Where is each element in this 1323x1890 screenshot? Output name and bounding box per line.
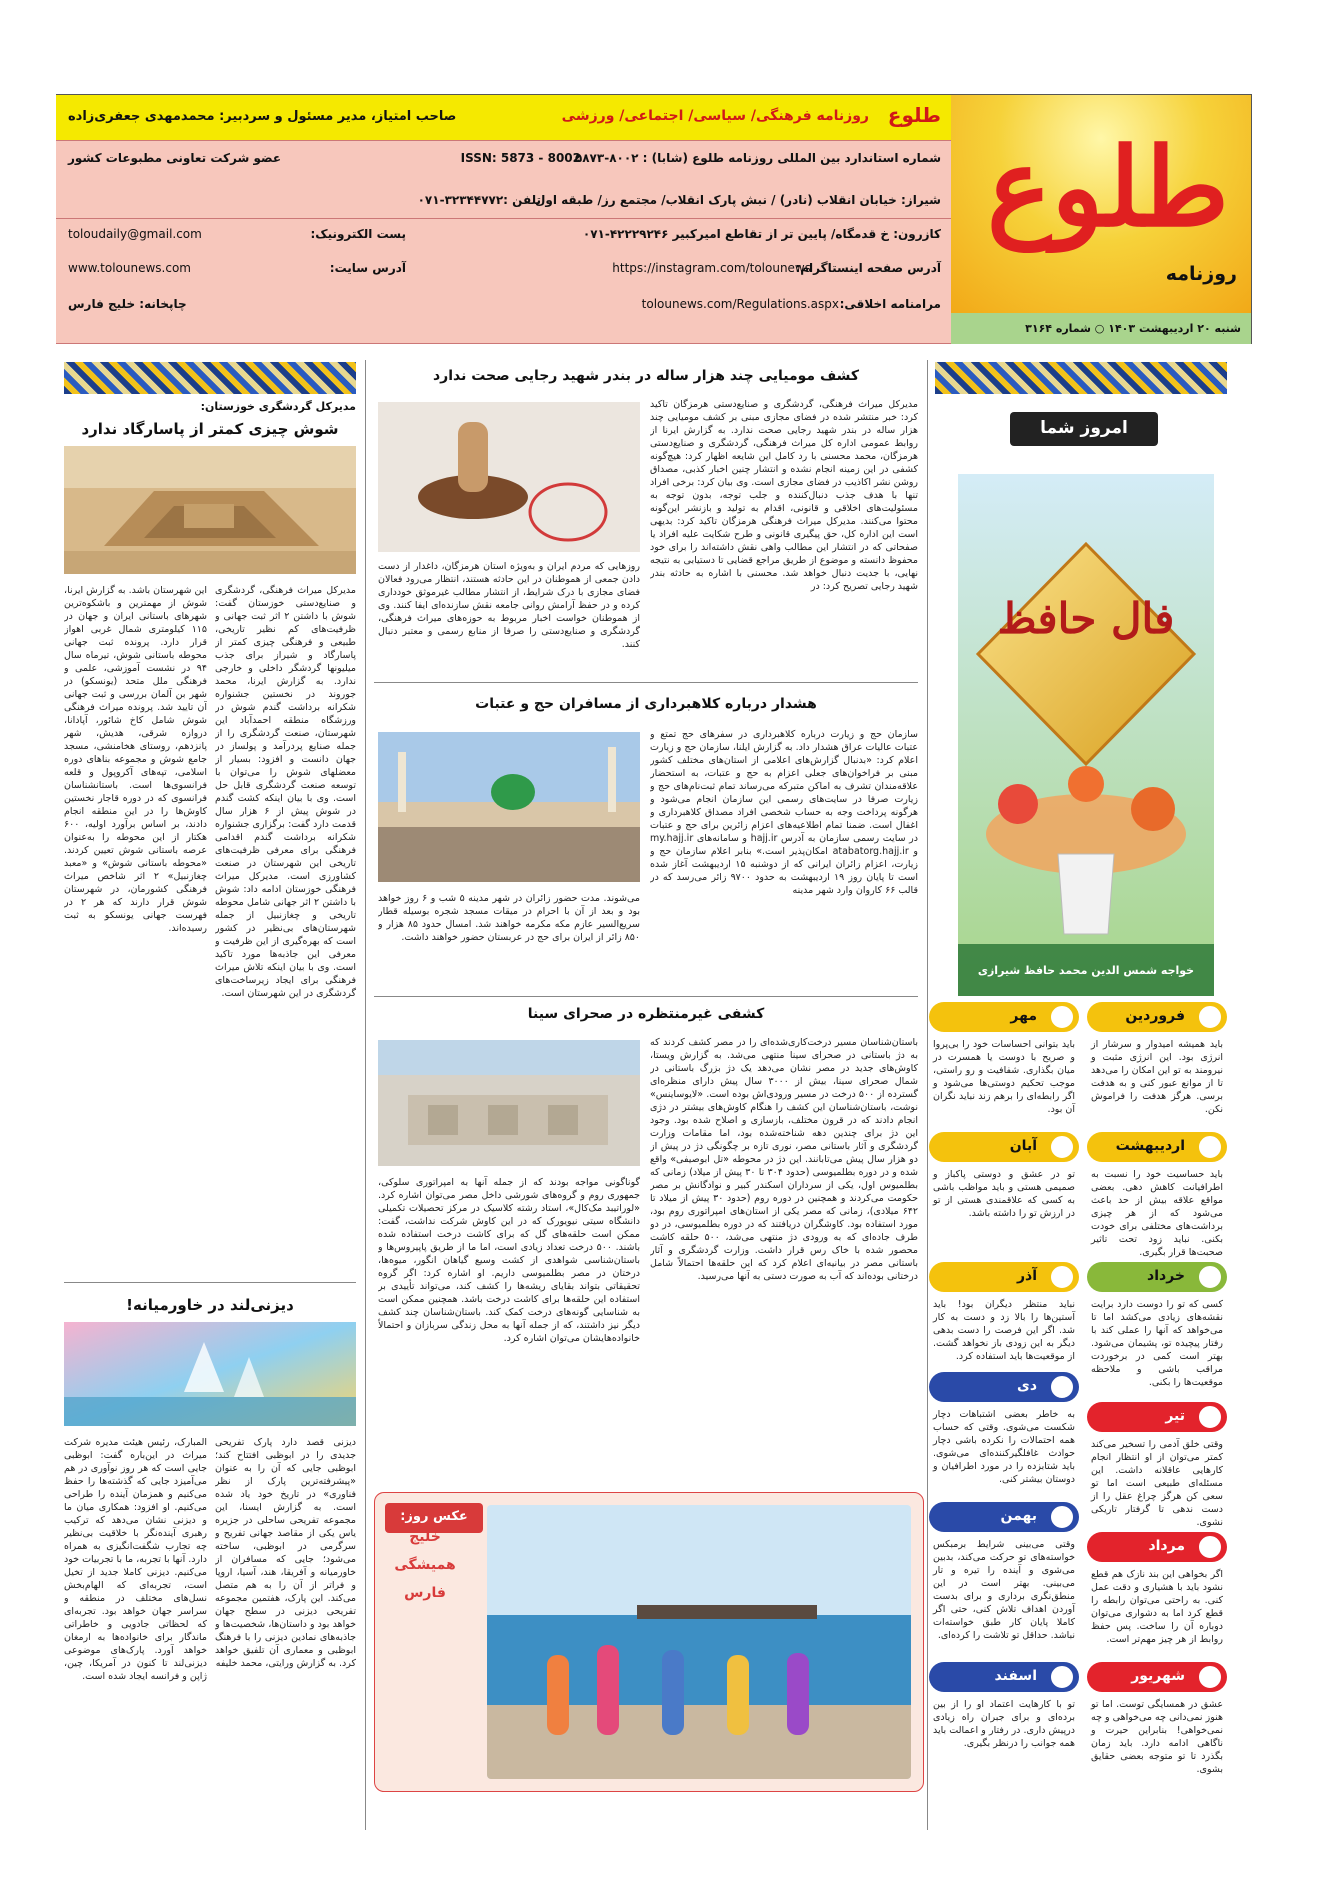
middle-divider-1 [374,682,918,683]
masthead [56,94,1252,344]
disney-article-col-left: المبارک، رئیس هیئت مدیره شرکت میراث در این‌باره گفت: ابوظبی جایی است که هر روز نوآوری در هم می‌آمیزد جایی که گذشته‌ها را حفظ می‌کنیم و همزمان آینده را طراحی می‌کنیم. او افزود: همکاری میان ما و دیزنی نشان می‌دهد که ترکیب رهبری آینده‌نگر با خلاقیت بی‌نظیر چه تجارب شگفت‌انگیزی به همراه دارد. آنها با تجربه، ما با تجربیات خود می‌کنیم. دیزنی کاملا جدید از تخیل است، تجربه‌ای که الهام‌بخش نسل‌های مختلف در منطقه و سراسر جهان خواهد بود. تجربه‌ای که لحظاتی جادویی و خاطراتی ماندگار برای خانواده‌ها به ارمغان خواهد آورد. پارک‌های موضوعی دیزنی‌لند تا کنون در آمریکا، چین، ژاپن و فرانسه ایجاد شده است. [64,1437,207,1682]
disney-headline: دیزنی‌لند در خاورمیانه! [126,1296,294,1314]
photo-of-day-box [374,1492,924,1792]
horoscope-title: فروردین [1087,1002,1227,1032]
masthead-row-info [56,141,951,219]
press-member: عضو شرکت تعاونی مطبوعات کشور [68,151,282,165]
left-kicker: مدیرکل گردشگری خوزستان: [200,400,356,413]
horoscope-title: اردیبهشت [1087,1132,1227,1162]
instagram-label: آدرس صفحه اینستاگرام: [795,261,941,275]
hafez-omen-poster [958,474,1214,996]
capricorn-icon [1049,1374,1075,1400]
cancer-icon [1197,1404,1223,1430]
horoscope-text: تو در عشق و دوستی پاکباز و صمیمی هستی و باید مواظب باشی به کسی که علاقمندی هستی از تو در ارزش تو را داشته باشد. [933,1169,1075,1219]
horoscope-azar [929,1262,1079,1372]
horoscope-text: عشق در همسایگی توست. اما تو هنوز نمی‌دانی چه می‌خواهی و چه نمی‌خواهی! بنابراین حیرت و ناگاهی ادامه دارد. باید زمان بگذرد تا تو متوجه بعضی حقایق بشوی. [1091,1699,1223,1775]
disney-park-photo [64,1322,356,1426]
virgo-icon [1197,1664,1223,1690]
left-article-col-left: این شهرستان باشد. به گزارش ایرنا، شوش از مهمترین و باشکوه‌ترین شهرهای باستانی ایران و جهان در ۱۱۵ کیلومتری شمال غربی اهواز قرار دارد. پرونده ثبت جهانی محوطه باستانی شوش، تیرماه سال ۹۴ در نشست آموزشی، علمی و فرهنگی ملل متحد (یونسکو) در شهر بن آلمان بررسی و ثبت جهانی آن تایید شد. پرونده میراث فرهنگی شوش شامل کاخ شائور، آپادانا، دروازه شرقی، هدیش، شهر پانزدهم، روستای هخامنشی، مسجد جامع شوش و مجموعه بناهای دوره اسلامی، تپه‌های آکروپول و قلعه فرانسوی‌ها است. باستانشناسان فرانسوی که در دوره قاجار نخستین کاوش‌ها را در این منطقه انجام دادند، بر اساس برآورد اولیه، ۶۰۰ هکتار از این محوطه را به‌عنوان عرصه باستانی شوش تعیین کردند. «محوطه باستانی شوش» و «معبد چغازنبیل» ۲ اثر شاخص میراث فرهنگی کشورمان، در شهرستان شوش قرار دارند که هر ۲ در فهرست جهانی یونسکو به ثبت رسیده‌اند. [64,585,207,934]
hafez-omen-title: فال حافظ [997,594,1175,643]
masthead-row-contact [56,219,951,344]
kazerun-address: کازرون: خ قدمگاه/ پایین تر از تقاطع امیرکبیر ۴۲۲۲۹۲۴۶-۰۷۱ [582,227,941,241]
horoscope-title: آذر [929,1262,1079,1292]
logo: طلوع [987,125,1229,251]
disney-article-col-right: دیزنی قصد دارد پارک تفریحی جدیدی را در ابوظبی افتتاح کند؛ ابوظبی جایی که آن را به عنوان «پیشرفته‌ترین پارک از نظر فناوری» در تاریخ خود یاد شده است. به گزارش ایسنا، این مجموعه تفریحی ساحلی در جزیره یاس یکی از مقاصد جهانی تفریح و سرگرمی در ابوظبی، ساخته می‌شود؛ جایی که مسافران از خاورمیانه و آفریقا، هند، آسیا، اروپا و فراتر از آن را به هم متصل می‌کند. این پارک، هفتمین مجموعه تفریحی دیزنی در سطح جهان خواهد بود و داستان‌ها، شخصیت‌ها و جاذبه‌های نمادین دیزنی را با فرهنگ ابوظبی و معماری آن تلفیق خواهد کرد. به گزارش ورایتی، محمد خلیفه [215,1437,356,1669]
medina-pilgrims-photo [378,732,640,882]
horoscope-text: وقتی خلق آدمی را تسخیر می‌کند کمتر می‌توان از او انتظار انجام کارهایی عاقلانه داشت. این مسئله‌ای طبیعی است اما تو سعی کن هرگز چراغ عقل را از دست ندهی تا گرفتار تاریکی نشوی. [1091,1439,1223,1528]
hafez-caption: خواجه شمس الدین محمد حافظ شیرازی [977,964,1195,977]
site-label: آدرس سایت: [329,261,406,275]
horoscope-text: به خاطر بعضی اشتباهات دچار شکست می‌شوی. وقتی که حساب همه احتمالات را نکرده باشی دچار حوادث غافلگیرکننده‌ای می‌شوی. باید شتابزده را در مورد اطرافیان و دوستان بیشتر کنی. [933,1409,1075,1485]
horoscope-tir [1087,1402,1227,1528]
pisces-icon [1049,1664,1075,1690]
horoscope-title: دی [929,1372,1079,1402]
gemini-icon [1197,1264,1223,1290]
hajj-article-col-right: سازمان حج و زیارت درباره کلاهبرداری در سفرهای حج تمتع و عتبات عالیات عراق هشدار داد. به گزارش ایلنا، سازمان حج و زیارت اعلام کرد: «بدنبال گزارش‌های اعلامی از استان‌های مختلف کشور مبنی بر فراخوان‌های جعلی اعزام به حج و عتبات، به استحضار علاقه‌مندان تشرف به اماکن متبرکه می‌رساند تمام ثبت‌نام‌های حج و زیارت صرفا در سایت‌های رسمی این سازمان انجام می‌شود و هرگونه پرداخت وجه به حساب شخصی افراد مصداق کلاهبرداری و اغفال است. ضمنا تمام اطلاعیه‌های اعزام زائرین برای حج و عتبات در سایت رسمی سازمان به آدرس hajj.ir و سامانه‌های my.hajj.ir و atabatorg.hajj.ir امکان‌پذیر است.» بنابر اعلام سازمان حج و زیارت، اعزام زائران ایرانی که از دوشنبه ۱۵ اردیبهشت آغاز شده است تا پایان روز ۱۹ اردیبهشت به حدود ۹۷۰۰ زائر می‌رسد که در قالب ۶۶ کاروان وارد شهر مدینه [650,729,918,896]
persian-gulf-photo [487,1505,911,1779]
instagram-link[interactable]: https://instagram.com/tolounews [612,261,811,275]
horoscope-text: تو با کارهایت اعتماد او را از بین برده‌ای و برای جبران راه زیادی درپیش داری. در رفتار و اعمالت باید همه جوانب را درنظر بگیری. [933,1699,1075,1749]
horoscope-shahrivar [1087,1662,1227,1775]
sinai-headline: کشفی غیرمنتظره در صحرای سینا [527,1006,765,1022]
horoscope-grid [935,1002,1227,1792]
column-rule-right [927,360,928,1830]
sagittarius-icon [1049,1264,1075,1290]
paper-description: روزنامه فرهنگی/ سیاسی/ اجتماعی/ ورزشی [561,108,869,124]
site-link[interactable]: www.tolounews.com [68,261,191,275]
horoscope-text: باید حساسیت خود را نسبت به اطرافیانت کاهش دهی. بعضی مواقع علاقه بیش از حد باعث می‌شود که از هر چیزی برداشت‌های مختلفی برای خودت بکنی. نباید زود تحت تاثیر صحبت‌ها قرار بگیری. [1091,1169,1223,1258]
horoscope-title: تیر [1087,1402,1227,1432]
email[interactable]: toloudaily@gmail.com [68,227,202,241]
ethics-link[interactable]: tolounews.com/Regulations.aspx [641,297,839,311]
horoscope-text: باید همیشه امیدوار و سرشار از انرژی بود. این انرژی مثبت و نیرومند به تو این امکان را می‌دهد تا از موانع عبور کنی و به هدفت برسی. هرگز هدفت را فراموش نکن. [1091,1039,1223,1115]
susa-ruins-photo [64,446,356,574]
publisher: صاحب امتیاز، مدیر مسئول و سردبیر: محمدمهدی جعفری‌زاده [68,109,457,124]
horoscope-dey [929,1372,1079,1485]
horoscope-mehr [929,1002,1079,1115]
left-headline: شوش چیزی کمتر از پاسارگاد ندارد [81,420,339,438]
aries-icon [1197,1004,1223,1030]
sinai-article-col-left: گوناگونی مواجه بودند که از جمله آنها به امپراتوری سلوکی، جمهوری روم و گروه‌های شورشی داخل مصر می‌توان اشاره کرد. «لوراتیبد مک‌کال»، استاد رشته کلاسیک در مرکز تحصیلات تکمیلی دانشگاه سیتی نیویورک که در این کاوش شرکت نداشت، گفت: ممکن است حلقه‌های گل که برای کاشت درخت استفاده شده باشند. ۵۰۰ درخت تعداد زیادی است، اما ما از طریق پاپیروس‌ها و باستان‌شناسی شواهدی از کشت وسیع گیاهان انگور، میوه‌ها، درختان در مصر بطلمیوسی داریم. او اشاره کرد: اگر گروه تحقیقاتی بتواند بقایای ریشه‌ها را کشف کند، می‌تواند تأییدی بر استفاده این حلقه‌ها برای کاشت درخت باشد. همچنین ممکن است به شناسایی گونه‌های درخت کمک کند. باستان‌شناسان چند کشف دیگر نیز داشتند، که از جمله آنها به محل زندگی سربازان و احتمالاً خانواده‌هایشان می‌توان اشاره کرد. [378,1177,640,1344]
date-line: شنبه ۲۰ اردیبهشت ۱۴۰۳ ○ شماره ۳۱۶۴ [951,313,1251,344]
horoscope-title: شهریور [1087,1662,1227,1692]
horoscope-khordad [1087,1262,1227,1388]
shiraz-phone: تلفن :۳۲۳۴۴۷۷۲-۰۷۱ [417,193,541,207]
photo-of-day-caption: خلیج همیشگی فارس [394,1529,456,1601]
issn-label: شماره استاندارد بین المللی روزنامه طلوع (شابا) : ۸۰۰۲-۵۸۷۳ [574,151,941,165]
leo-icon [1197,1534,1223,1560]
hajj-headline: هشدار درباره کلاهبرداری از مسافران حج و عتبات [475,696,817,712]
horoscope-text: کسی که تو را دوست دارد برایت نقشه‌های زیادی می‌کشد اما تا می‌خواهد که آنها را عملی کند با رفتار پیچیده تو، پشیمان می‌شود. بهتر است کمی در برخوردت مراقب باشی و ملاحظه موقعیت‌ها را بکنی. [1091,1299,1223,1388]
horoscope-esfand [929,1662,1079,1772]
middle-divider-2 [374,996,918,997]
horoscope-text: وقتی می‌بینی شرایط برمبکس خواسته‌های تو حرکت می‌کند، بدبین می‌شوی و آینده را تیره و تار می‌بینی. بهتر است در این منطق‌نگری برداری و برای بدست آوردن اهداف تلاش کنی، حتی اگر کاملا پایان کار طبق خواسته‌ات نباشد. حداقل تو تلاشت را کرده‌ای. [933,1539,1075,1641]
mummy-headline: کشف مومیایی چند هزار ساله در بندر شهید رجایی صحت ندارد [432,368,860,384]
horoscope-title: آبان [929,1132,1079,1162]
paper-name: طلوع [887,103,941,127]
shiraz-address: شیراز: خیابان انقلاب (نادر) / نبش پارک انقلاب/ مجتمع رز/ طبقه اول [534,193,941,207]
horoscope-mordad [1087,1532,1227,1645]
ornament-band-right [935,362,1227,394]
photo-of-day-label: عکس روز: [385,1503,483,1533]
column-rule-left [365,360,366,1830]
issn: ISSN: 5873 - 8002 [460,151,581,165]
sinai-article-col-right: باستان‌شناسان مسیر درخت‌کاری‌شده‌ای را در مصر کشف کردند که به دژ باستانی در صحرای سینا منتهی می‌شد. به گزارش ویستا، کاوش‌های جدید در مصر نشان می‌دهد یک دژ بزرگ باستانی در شمال صحرای سینا، بیش از ۳۰۰۰ سال پیش دارای منظره‌ای گسترده از ۵۰۰ درخت در مسیر ورودی‌اش بوده است. «لایوساینس» نوشت، باستان‌شناسان این کشف را هنگام کاوش‌های بیشتر در دژی انجام دادند که در قرون مختلف، بازسازی و اصلاح شده بود. وجود این دژ برای چندین دهه شناخته‌شده بود، اما مقامات وزارت گردشگری و آثار باستانی مصر، نوری تازه بر چگونگی دژ در پیش از دو هزار سال پیش می‌تابانند. این دژ در محوطه «تل ابوصیفی» واقع شده و در دوره بطلمیوسی (حدود ۳۰۴ تا ۳۰ پیش از میلاد) زمانی که بطلمیوس اول، یکی از سرداران اسکندر کبیر و نوادگانش بر مصر حکومت می‌کردند و همچنین در دوره روم (حدود ۳۰ پیش از میلاد تا ۶۴۲ میلادی)، زمانی که مصر یکی از استان‌های امپراتوری روم بود، مورد استفاده بود. کاوشگران دریافتند که در دوره بطلمیوسی، در دو طرف جاده‌ای که به ورودی دژ منتهی می‌شد، ۵۰۰ حلقه کاشت محصور شده با خاک رس قرار داشت. وزارت گردشگری و آثار باستانی مصر در بیانیه‌ای اعلام کرد که این حلقه‌ها احتمالاً شامل درختانی بوده‌اند که آب به صورت دستی به آنها می‌رسید. [650,1037,918,1282]
masthead-row-title [56,95,951,141]
email-label: پست الکترونیک: [310,227,406,241]
libra-icon [1049,1004,1075,1030]
horoscope-text: باید بتوانی احساسات خود را بی‌پروا و صریح با دوست یا همسرت در میان بگذاری. شفافیت و رو راستی، موجب تحکیم دوستی‌ها می‌شود و اگر رابطه‌ای را برهم زند نباید نگران آن بود. [933,1039,1075,1115]
scorpio-icon [1049,1134,1075,1160]
horoscope-title: مرداد [1087,1532,1227,1562]
stamp-photo [378,402,640,552]
logo-subtitle: روزنامه [1165,263,1237,285]
hajj-article-col-left: می‌شوند. مدت حضور زائران در شهر مدینه ۵ شب و ۶ روز خواهد بود و بعد از آن با احرام در میقات مسجد شجره بوسیله قطار سریع‌السیر عازم مکه مکرمه خواهند شد. امسال حدود ۸۵ هزار و ۸۵۰ زائر از ایران برای حج در عربستان حضور خواهند داشت. [378,893,640,943]
horoscope-farvardin [1087,1002,1227,1115]
mummy-article-col-right: مدیرکل میراث فرهنگی، گردشگری و صنایع‌دستی هرمزگان تاکید کرد: خبر منتشر شده در فضای مجازی مبنی بر کشف مومیایی چند هزار ساله در بندر شهید رجایی صحت ندارد. به گزارش ایرنا از روابط عمومی اداره کل میراث فرهنگی، گردشگری و صنایع‌دستی هرمزگان، محمد محسنی با رد کامل این شایعه اظهار کرد: هیچ‌گونه کشفی در این زمینه انجام نشده و انتشار چنین اخبار کذبی، مصداق روشن نشر اکاذیب در فضای مجازی است. وی بیان کرد: برخی افراد تنها با هدف جذب دنبال‌کننده و جلب توجه، بدون توجه به مسئولیت‌های اخلاقی و قانونی، اقدام به تولید و بازنشر این‌گونه محتوا می‌کنند. مدیرکل میراث فرهنگی هرمزگان تاکید کرد: بدیهی است این اداره کل، حق پیگیری قانونی و طرح شکایت علیه افراد یا صفحاتی که در انتشار این مطالب واهی نقش داشته‌اند را برای خود محفوظ دانسته و موضوع از طریق مراجع قضایی تا دستیابی به نتیجه نهایی، با جدیت دنبال خواهد شد. محسنی با اشاره به حادثه بندر شهید رجایی تصریح کرد: در [650,399,918,592]
left-article-col-right: مدیرکل میراث فرهنگی، گردشگری و صنایع‌دستی خوزستان گفت: شوش با داشتن ۲ اثر ثبت جهانی و ظرفیت‌های کم نظیر تاریخی، طبیعی و فرهنگی چیزی کمتر از پاسارگاد و شیراز برای جذب میلیونها گردشگر داخلی و خارجی ندارد. به گزارش ایرنا، محمد جوروند در نخستین جشنواره شکرانه برداشت گندم شوش در ورزشگاه منطقه احمدآباد این شهرستان، صنعت گردشگری را از جمله صنایع پردرآمد و پولساز در جهان دانست و افزود: بسیار از معضلهای شوش را می‌توان با توسعه صنعت گردشگری قابل حل است. وی با بیان اینکه کشت گندم در شوش پیش از ۶ هزار سال قدمت دارد گفت: برگزاری جشنواره شکرانه برداشت گندم اقدامی فرهنگی برای معرفی ظرفیت‌های تاریخی این شهرستان در صنعت کشاورزی است. مدیرکل میراث فرهنگی خوزستان ادامه داد: شوش با داشتن ۲ اثر جهانی شامل محوطه تاریخی و چغازنبیل از جمله شهرستان‌های بی‌نظیر در کشور است که بهره‌گیری از این ظرفیت و معرفی این جاذبه‌ها مورد تاکید است. وی با بیان اینکه تلاش میراث فرهنگی برای ایجاد زیرساخت‌های گردشگری در این شهرستان است. [215,585,356,999]
printing-house: چاپخانه: خلیج فارس [68,297,187,311]
today-you-header: امروز شما [1010,412,1158,446]
left-divider [64,1282,356,1283]
horoscope-title: بهمن [929,1502,1079,1532]
ornament-band-left [64,362,356,394]
taurus-icon [1197,1134,1223,1160]
horoscope-title: مهر [929,1002,1079,1032]
horoscope-aban [929,1132,1079,1242]
aquarius-icon [1049,1504,1075,1530]
horoscope-text: نباید منتظر دیگران بود! باید آستین‌ها را بالا زد و دست به کار شد. اگر این فرصت را دست بدهی دیگر به این زودی باز نخواهد گشت. از موقعیت‌ها باید استفاده کرد. [933,1299,1075,1362]
horoscope-title: اسفند [929,1662,1079,1692]
horoscope-ordibehesht [1087,1132,1227,1258]
horoscope-text: اگر بخواهی این بند نازک هم قطع نشود باید با هشیاری و دقت عمل کنی. به راحتی می‌توان رابطه را قطع کرد اما به دشواری می‌توان دوباره آن را ساخت. پس حفظ روابط از هر چیز مهم‌تر است. [1091,1569,1223,1645]
logo-box [951,95,1251,313]
horoscope-bahman [929,1502,1079,1641]
mummy-article-col-left: روزهایی که مردم ایران و به‌ویژه استان هرمزگان، داغدار از دست دادن جمعی از هموطنان در این حادثه هستند، انتظار می‌رود فعالان فضای مجازی با درک شرایط، از انتشار مطالب غیرموثق خودداری کرده و در حفظ آرامش روانی جامعه نقش سازنده‌ای ایفا کنند. وی از هموطنان خواست اخبار مربوط به حوزه‌های میراث فرهنگی، گردشگری و صنایع‌دستی را صرفا از منابع رسمی و معتبر دنبال کنند. [378,561,640,650]
horoscope-title: خرداد [1087,1262,1227,1292]
ethics-label: مرامنامه اخلاقی: [839,297,941,311]
sinai-fort-photo [378,1040,640,1166]
